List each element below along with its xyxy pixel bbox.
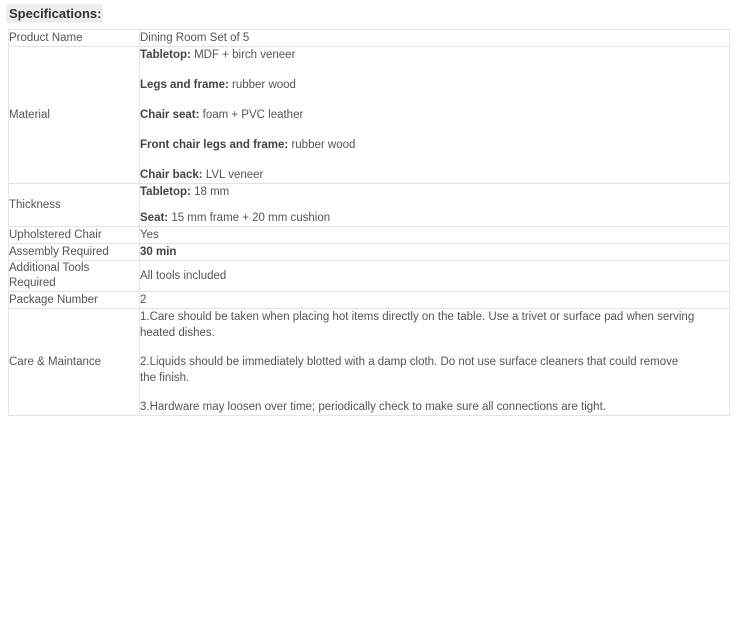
care-instructions (140, 309, 729, 415)
spec-value-line (140, 77, 729, 93)
spec-label-cell: Assembly Required (9, 244, 140, 261)
spec-value-text: rubber wood (228, 79, 296, 91)
spec-value-line (140, 244, 729, 260)
spec-value-text: Yes (140, 229, 159, 241)
spec-value-text: All tools included (140, 270, 227, 282)
spec-value-line (140, 210, 729, 226)
spec-value-cell (140, 309, 730, 416)
spec-value-key: Chair seat: (140, 109, 200, 121)
spec-value-text: 18 mm (190, 186, 230, 198)
specifications-table-body (9, 30, 730, 416)
spec-value-key: Seat: (140, 212, 169, 224)
spec-value-key: Tabletop: (140, 49, 191, 61)
spec-value-line (140, 227, 729, 243)
spec-value-line (140, 47, 729, 63)
spec-value-cell (140, 261, 730, 292)
page-title: Specifications: (6, 4, 103, 23)
spec-value-line (140, 137, 729, 153)
spec-value-cell (140, 184, 730, 227)
spec-value-text: Dining Room Set of 5 (140, 32, 250, 44)
care-instruction-item: 3.Hardware may loosen over time; periodically check to make sure all connections are tight. (140, 401, 606, 413)
spec-value-text: LVL veneer (202, 169, 264, 181)
spec-label-cell: Care & Maintance (9, 309, 140, 416)
spec-value-line (140, 184, 729, 200)
spec-value-key: Chair back: (140, 169, 203, 181)
spec-label-cell: Upholstered Chair (9, 227, 140, 244)
spec-label-cell: Additional Tools Required (9, 261, 140, 292)
table-row (9, 30, 730, 47)
table-row (9, 261, 730, 292)
spec-value-line (140, 268, 729, 284)
spec-label-cell: Material (9, 47, 140, 184)
table-row (9, 244, 730, 261)
care-instruction-item: 2.Liquids should be immediately blotted with a damp cloth. Do not use surface cleaners that could remove the finish. (140, 356, 679, 384)
spec-value-text: 2 (140, 294, 147, 306)
spec-value-key: 30 min (140, 246, 177, 258)
spec-value-line (140, 292, 729, 308)
spec-value-line (140, 30, 729, 46)
care-instruction-item: 1.Care should be taken when placing hot items directly on the table. Use a trivet or surface pad when serving heated dishes. (140, 311, 695, 339)
spec-label-cell: Product Name (9, 30, 140, 47)
spec-value-cell (140, 47, 730, 184)
specifications-table (8, 29, 730, 416)
spec-value-key: Legs and frame: (140, 79, 229, 91)
spec-value-text: MDF + birch veneer (190, 49, 296, 61)
spec-value-line (140, 167, 729, 183)
spec-value-cell (140, 244, 730, 261)
table-row (9, 292, 730, 309)
spec-label-cell: Package Number (9, 292, 140, 309)
spec-value-key: Tabletop: (140, 186, 191, 198)
spec-value-text: rubber wood (288, 139, 356, 151)
table-row (9, 47, 730, 184)
spec-label-cell: Thickness (9, 184, 140, 227)
spec-value-cell (140, 292, 730, 309)
table-row (9, 184, 730, 227)
spec-value-cell (140, 227, 730, 244)
spec-value-text: foam + PVC leather (199, 109, 304, 121)
table-row (9, 309, 730, 416)
spec-value-key: Front chair legs and frame: (140, 139, 289, 151)
spec-value-line (140, 107, 729, 123)
spec-value-text: 15 mm frame + 20 mm cushion (168, 212, 331, 224)
spec-value-cell (140, 30, 730, 47)
table-row (9, 227, 730, 244)
